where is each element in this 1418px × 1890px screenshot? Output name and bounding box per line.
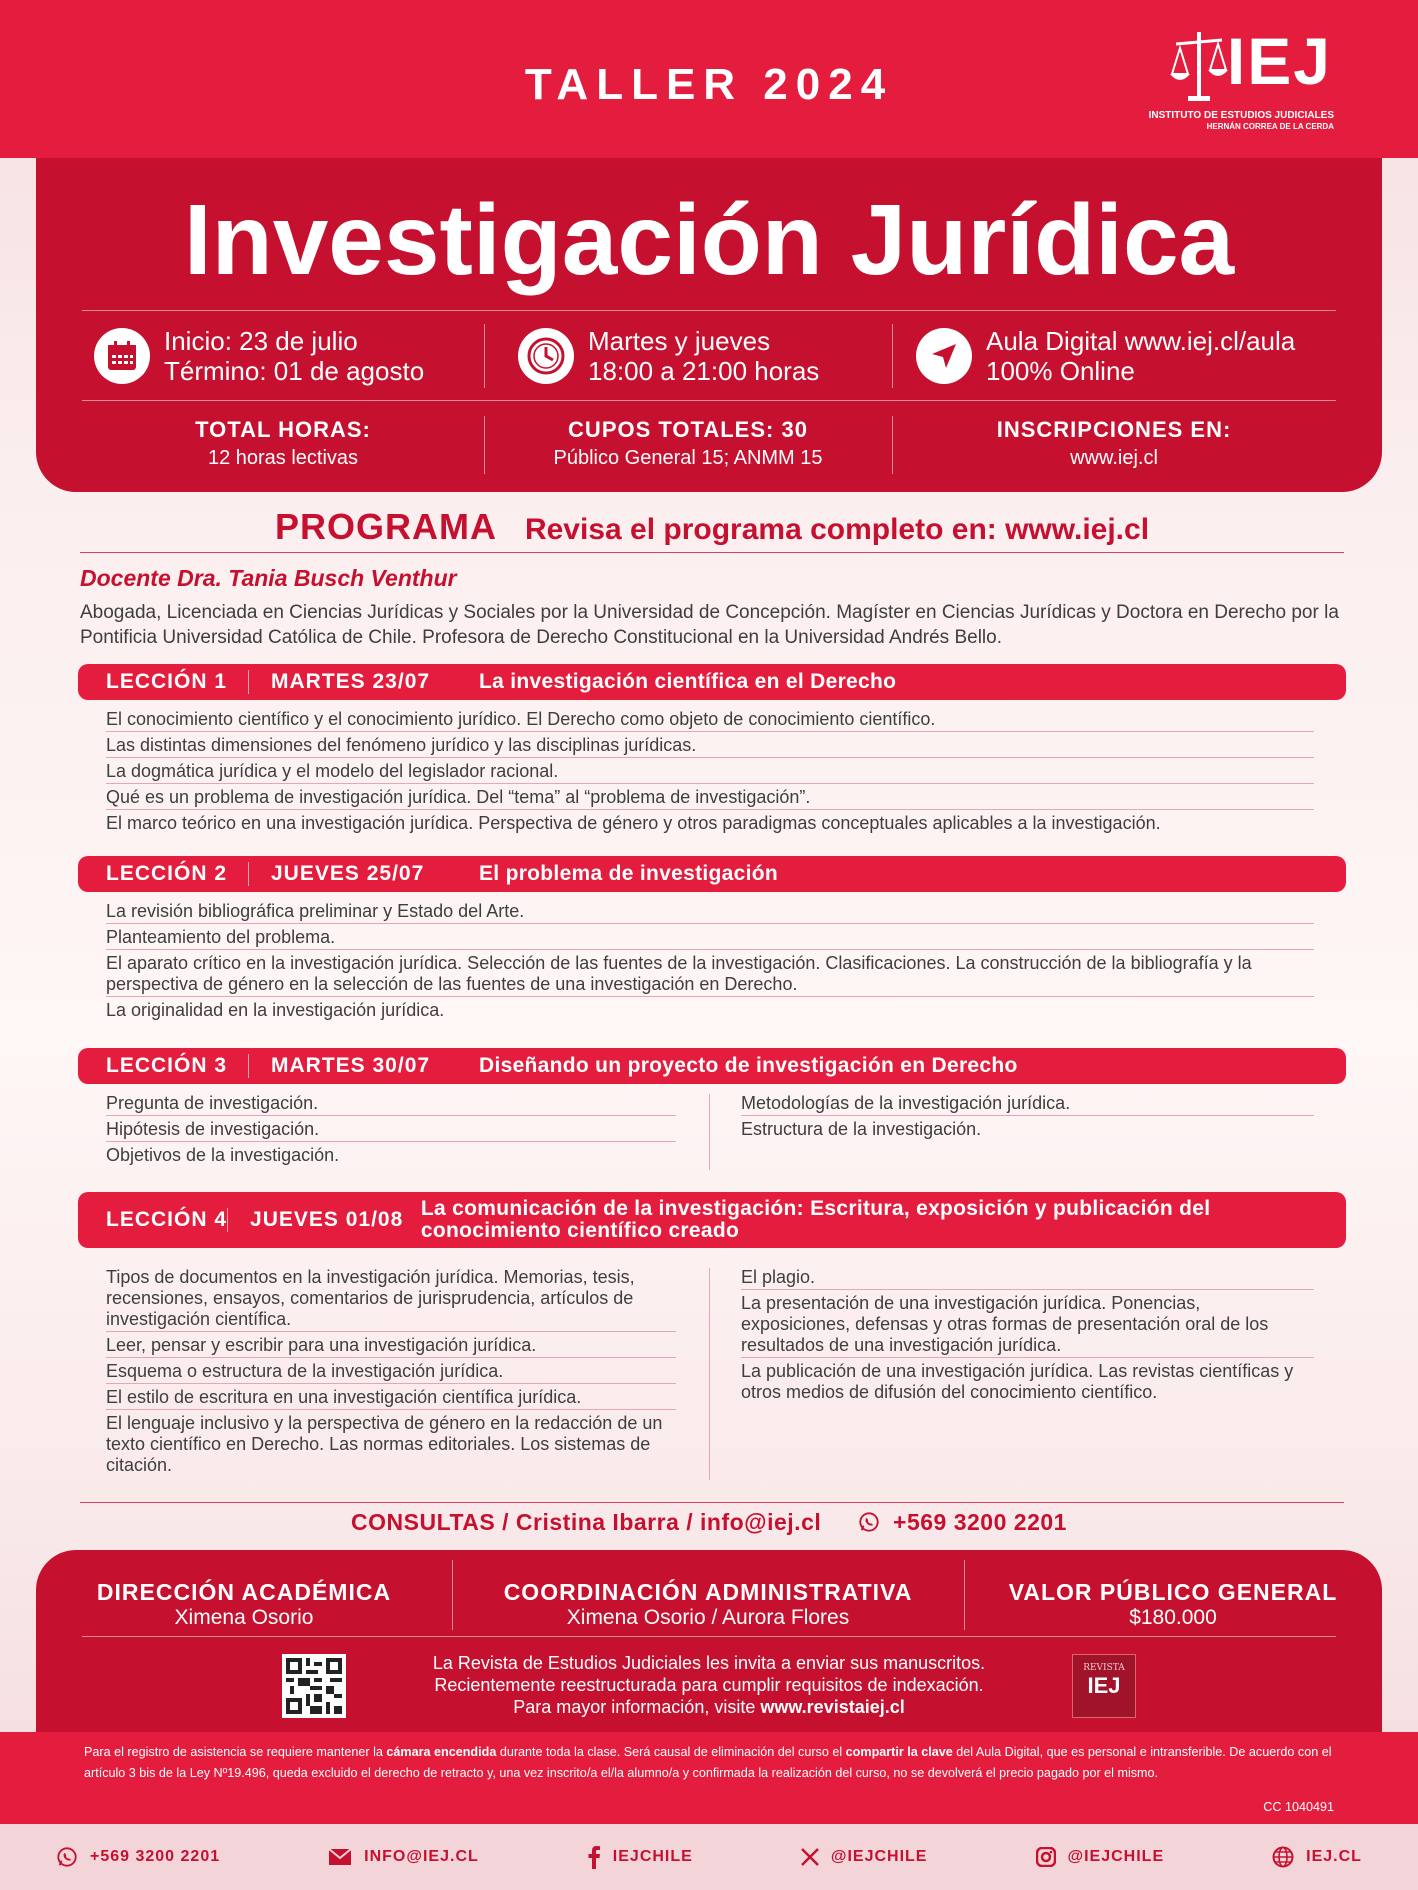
list-item: La publicación de una investigación jurídica. Las revistas científicas y otros medios de difusión del conocimiento científico. (741, 1361, 1294, 1402)
lesson-1-header: LECCIÓN 1 MARTES 23/07 La investigación científica en el Derecho (78, 664, 1346, 700)
schedule-hours: 18:00 a 21:00 horas (588, 356, 820, 386)
divider (80, 1502, 1344, 1503)
consultas-phone: +569 3200 2201 (893, 1509, 1067, 1535)
list-item: Pregunta de investigación. (106, 1090, 676, 1116)
list-item: Objetivos de la investigación. (106, 1145, 340, 1165)
info-dates (94, 320, 424, 392)
list-item: La revisión bibliográfica preliminar y Estado del Arte. (106, 898, 1314, 924)
page-title: Investigación Jurídica (183, 184, 1235, 296)
social-facebook[interactable]: IEJCHILE (587, 1845, 693, 1869)
globe-icon (1272, 1846, 1294, 1868)
social-x[interactable]: @IEJCHILE (801, 1848, 928, 1866)
list-item: El plagio. (741, 1264, 1314, 1290)
list-item: Leer, pensar y escribir para una investigación jurídica. (106, 1332, 676, 1358)
list-item: El conocimiento científico y el conocimiento jurídico. El Derecho como objeto de conocimiento científico. (106, 706, 1314, 732)
top-banner (0, 0, 1418, 158)
social-whatsapp[interactable]: +569 3200 2201 (56, 1846, 220, 1868)
divider (709, 1094, 710, 1170)
cupos-totales: CUPOS TOTALES: 30 Público General 15; ANMM 15 (553, 417, 823, 469)
valor-publico: VALOR PÚBLICO GENERAL $180.000 (1008, 1579, 1338, 1629)
list-item: La presentación de una investigación jurídica. Ponencias, exposiciones, defensas y otras formas de presentación oral de los resultados de una investigación jurídica. (741, 1290, 1314, 1358)
revista-link[interactable]: www.revistaiej.cl (760, 1697, 905, 1717)
lesson-4-items-right (741, 1264, 1314, 1404)
info-schedule (518, 320, 819, 392)
consultas (0, 1509, 1418, 1536)
list-item: La originalidad en la investigación jurídica. (106, 1000, 445, 1020)
list-item: Metodologías de la investigación jurídica. (741, 1090, 1314, 1116)
list-item: La dogmática jurídica y el modelo del legislador racional. (106, 758, 1314, 784)
start-date: Inicio: 23 de julio (164, 326, 358, 356)
revista-logo: REVISTA IEJ (1072, 1654, 1136, 1718)
lesson-2-items (106, 898, 1314, 1022)
social-bar (0, 1824, 1418, 1890)
lesson-1-items (106, 706, 1314, 835)
social-mail[interactable]: INFO@IEJ.CL (328, 1848, 479, 1866)
programa-header (80, 506, 1344, 552)
lesson-3-items-left (106, 1090, 676, 1167)
lesson-4-items-left (106, 1264, 676, 1477)
mail-icon (328, 1848, 352, 1866)
docente-name: Docente Dra. Tania Busch Venthur (80, 565, 457, 591)
lesson-4-header: LECCIÓN 4 JUEVES 01/08 La comunicación de la investigación: Escritura, exposición y publicación del conocimiento científico creado (78, 1192, 1346, 1248)
list-item: Estructura de la investigación. (741, 1119, 982, 1139)
divider (80, 552, 1344, 553)
scales-of-justice-icon (1170, 26, 1228, 106)
calendar-icon (94, 328, 150, 384)
end-date: Término: 01 de agosto (164, 356, 425, 386)
divider (82, 1636, 1336, 1637)
direccion-academica: DIRECCIÓN ACADÉMICA Ximena Osorio (96, 1579, 392, 1629)
instagram-icon (1036, 1847, 1056, 1867)
consultas-contact[interactable]: CONSULTAS / Cristina Ibarra / info@iej.cl (351, 1509, 822, 1535)
logo-subtitle: INSTITUTO DE ESTUDIOS JUDICIALES HERNÁN CORREA DE LA CERDA (1148, 110, 1334, 131)
list-item: El marco teórico en una investigación jurídica. Perspectiva de género y otros paradigmas conceptuales aplicables a la investigación. (106, 813, 1161, 833)
list-item: Qué es un problema de investigación jurídica. Del “tema” al “problema de investigación”. (106, 784, 1314, 810)
logo-text: IEJ (1226, 24, 1332, 98)
info-location (916, 320, 1295, 392)
iej-logo (1148, 22, 1334, 134)
whatsapp-icon (56, 1846, 78, 1868)
lesson-2-header: LECCIÓN 2 JUEVES 25/07 El problema de investigación (78, 856, 1346, 892)
docente-bio: Abogada, Licenciada en Ciencias Jurídicas y Sociales por la Universidad de Concepción. Magíster en Ciencias Jurídicas y Doctora en Derecho por la Pontificia Universidad Católica de Chile. Profesora de Derecho Constitucional en la Universidad Andrés Bello. (80, 602, 1339, 648)
hero-panel (36, 158, 1382, 492)
course-code: CC 1040491 (1263, 1800, 1334, 1814)
coordinacion-administrativa: COORDINACIÓN ADMINISTRATIVA Ximena Osorio / Aurora Flores (503, 1579, 913, 1629)
social-web[interactable]: IEJ.CL (1272, 1846, 1362, 1868)
divider (82, 400, 1336, 401)
list-item: Hipótesis de investigación. (106, 1116, 676, 1142)
list-item: Esquema o estructura de la investigación jurídica. (106, 1358, 676, 1384)
divider (82, 310, 1336, 311)
list-item: El estilo de escritura en una investigación científica jurídica. (106, 1384, 676, 1410)
lesson-3-header: LECCIÓN 3 MARTES 30/07 Diseñando un proyecto de investigación en Derecho (78, 1048, 1346, 1084)
clock-icon (518, 328, 574, 384)
list-item: El aparato crítico en la investigación jurídica. Selección de las fuentes de la investigación. Clasificaciones. La construcción de la bibliografía y la perspectiva de género en la selección de las fuentes de una investigación en Derecho. (106, 950, 1314, 997)
revista-invitation: La Revista de Estudios Judiciales les invita a enviar sus manuscritos. Recientemente reestructurada para cumplir requisitos de indexación. Para mayor información, visite www.revistaiej.cl (432, 1653, 986, 1717)
list-item: El lenguaje inclusivo y la perspectiva de género en la redacción de un texto científico en Derecho. Las normas editoriales. Los sistemas de citación. (106, 1413, 663, 1475)
total-hours: TOTAL HORAS: 12 horas lectivas (195, 417, 371, 469)
lesson-3-items-right (741, 1090, 1314, 1141)
programa-link[interactable]: Revisa el programa completo en: www.iej.cl (524, 513, 1150, 546)
social-instagram[interactable]: @IEJCHILE (1036, 1847, 1165, 1867)
online-label: 100% Online (986, 356, 1135, 386)
schedule-days: Martes y jueves (588, 326, 771, 356)
taller-label: TALLER 2024 (524, 60, 894, 109)
list-item: Las distintas dimensiones del fenómeno jurídico y las disciplinas jurídicas. (106, 732, 1314, 758)
facebook-icon (587, 1845, 601, 1869)
footer-panel (36, 1550, 1382, 1732)
divider (892, 324, 893, 388)
location-arrow-icon (916, 328, 972, 384)
inscripciones: INSCRIPCIONES EN: www.iej.cl (996, 417, 1232, 469)
whatsapp-icon (858, 1511, 880, 1533)
aula-digital-link: Aula Digital www.iej.cl/aula (986, 326, 1296, 356)
programa-label: PROGRAMA (274, 506, 497, 547)
list-item: Planteamiento del problema. (106, 924, 1314, 950)
divider (484, 324, 485, 388)
x-icon (801, 1848, 819, 1866)
legal-notice: Para el registro de asistencia se requiere mantener la cámara encendida durante toda la clase. Será causal de eliminación del curso el compartir la clave del Aula Digital, que es personal e intransferible. De acuerdo con el artículo 3 bis de la Ley Nº19.496, queda excluido el derecho de retracto y, una vez inscrito/a el/la alumno/a y confirmada la realización del curso, no se devolverá el precio pagado por el mismo. CC 1040491 (0, 1732, 1418, 1824)
list-item: Tipos de documentos en la investigación jurídica. Memorias, tesis, recensiones, ensayos, comentarios de jurisprudencia, artículos de investigación científica. (106, 1264, 676, 1332)
divider (709, 1268, 710, 1480)
